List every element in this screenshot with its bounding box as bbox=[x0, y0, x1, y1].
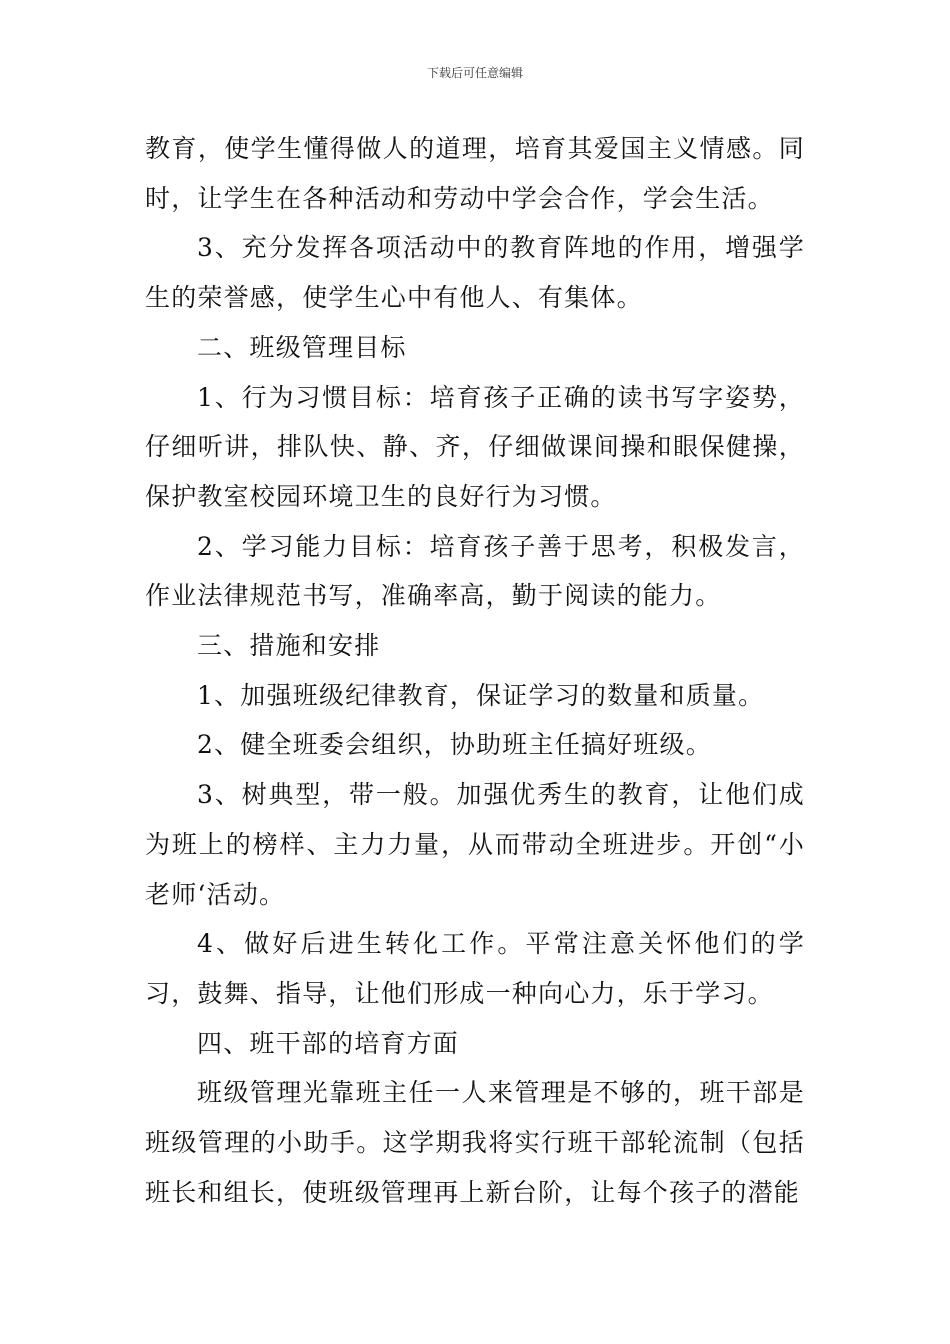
paragraph-2: 3、充分发挥各项活动中的教育阵地的作用，增强学生的荣誉感，使学生心中有他人、有集体。 bbox=[145, 233, 805, 313]
paragraph-7: 1、加强班级纪律教育，保证学习的数量和质量。 bbox=[197, 680, 765, 710]
paragraph-12: 班级管理光靠班主任一人来管理是不够的，班干部是班级管理的小助手。这学期我将实行班干部轮流制（包括班长和组长，使班级管理再上新台阶，让每个孩子的潜能 bbox=[145, 1078, 805, 1207]
paragraph-9: 3、树典型，带一般。加强优秀生的教育，让他们成为班上的榜样、主力力量，从而带动全班进步。开创“小老师‘活动。 bbox=[145, 780, 805, 909]
document-body bbox=[145, 124, 805, 1217]
page-header: 下载后可任意编辑 bbox=[426, 66, 523, 80]
section-heading-4: 四、班干部的培育方面 bbox=[197, 1028, 460, 1058]
section-heading-2: 二、班级管理目标 bbox=[197, 332, 407, 362]
paragraph-10: 4、做好后进生转化工作。平常注意关怀他们的学习，鼓舞、指导，让他们形成一种向心力，乐于学习。 bbox=[145, 929, 805, 1008]
section-heading-3: 三、措施和安排 bbox=[197, 631, 381, 661]
paragraph-8: 2、健全班委会组织，协助班主任搞好班级。 bbox=[197, 730, 712, 760]
paragraph-5: 2、学习能力目标：培育孩子善于思考，积极发言，作业法律规范书写，准确率高，勤于阅读的能力。 bbox=[145, 531, 805, 611]
paragraph-4: 1、行为习惯目标：培育孩子正确的读书写字姿势，仔细听讲，排队快、静、齐，仔细做课间操和眼保健操，保护教室校园环境卫生的良好行为习惯。 bbox=[145, 382, 805, 511]
paragraph-1: 教育，使学生懂得做人的道理，培育其爱国主义情感。同时，让学生在各种活动和劳动中学会合作，学会生活。 bbox=[145, 134, 805, 213]
